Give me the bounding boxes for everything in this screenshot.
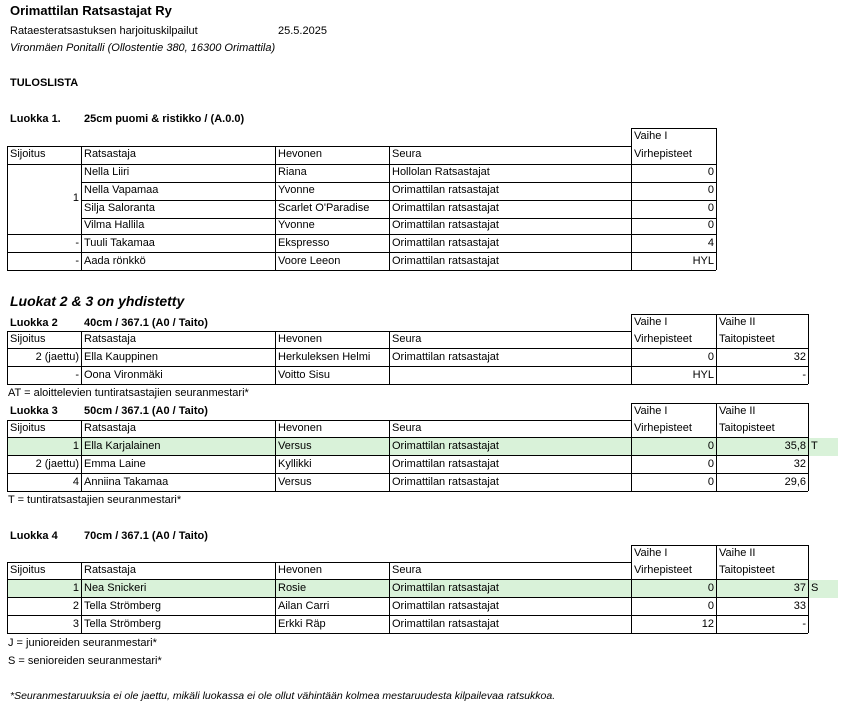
- table-row-club: Orimattilan ratsastajat: [392, 255, 499, 267]
- table-row-faults: 0: [707, 440, 714, 452]
- table-row-place: 4: [72, 476, 79, 488]
- class3-col-place: Sijoitus: [10, 422, 46, 434]
- event-venue: Vironmäen Ponitalli (Ollostentie 380, 16300 Orimattila): [10, 42, 276, 54]
- class3-col-horse: Hevonen: [278, 422, 323, 434]
- table-row-horse: Versus: [278, 476, 312, 488]
- class3-col-club: Seura: [392, 422, 422, 434]
- class2-col-horse: Hevonen: [278, 333, 323, 345]
- class3-col-rider: Ratsastaja: [84, 422, 136, 434]
- table-row-skill: 35,8: [784, 440, 806, 452]
- class2-note: AT = aloittelevien tuntiratsastajien seuranmestari*: [8, 387, 249, 399]
- table-row-faults: 0: [707, 600, 714, 612]
- class1-col-club: Seura: [392, 148, 422, 160]
- table-row-faults: 0: [707, 184, 714, 196]
- table-row-club: Orimattilan ratsastajat: [392, 184, 499, 196]
- table-row-horse: Ailan Carri: [278, 600, 330, 612]
- table-row-skill: -: [802, 618, 806, 630]
- class4-col-place: Sijoitus: [10, 564, 46, 576]
- org-title: Orimattilan Ratsastajat Ry: [10, 3, 172, 18]
- table-row-horse: Rosie: [278, 582, 307, 594]
- class4-label: Luokka 4: [10, 530, 58, 542]
- table-row-rider: Vilma Hallila: [84, 219, 145, 231]
- table-row-place: 3: [72, 618, 79, 630]
- class2-col-rider: Ratsastaja: [84, 333, 136, 345]
- table-row-place: 1: [72, 192, 79, 204]
- table-row-skill: 32: [793, 458, 806, 470]
- table-row-club: Hollolan Ratsastajat: [392, 166, 490, 178]
- table-row-horse: Herkuleksen Helmi: [278, 351, 371, 363]
- table-row-club: Orimattilan ratsastajat: [392, 440, 499, 452]
- table-row-rider: Nea Snickeri: [84, 582, 147, 594]
- table-row-faults: HYL: [692, 369, 714, 381]
- table-row-horse: Voore Leeon: [278, 255, 341, 267]
- table-row-rider: Ella Kauppinen: [84, 351, 159, 363]
- table-row-place: 1: [72, 440, 79, 452]
- table-row-horse: Voitto Sisu: [278, 369, 330, 381]
- table-row-faults: 12: [701, 618, 714, 630]
- class1-desc: 25cm puomi & ristikko / (A.0.0): [84, 113, 245, 125]
- table-row-place: 1: [72, 582, 79, 594]
- table-row-rider: Oona Vironmäki: [84, 369, 163, 381]
- table-row-rider: Tella Strömberg: [84, 618, 162, 630]
- class4-col-skill: Taitopisteet: [719, 564, 775, 576]
- table-row-rider: Nella Liiri: [84, 166, 130, 178]
- table-row-faults: 0: [707, 582, 714, 594]
- class1-phase1-header: Vaihe I: [634, 130, 668, 142]
- table-row-horse: Riana: [278, 166, 307, 178]
- table-row-place: 2 (jaettu): [35, 351, 79, 363]
- table-row-skill: 32: [793, 351, 806, 363]
- table-row-horse: Yvonne: [278, 219, 315, 231]
- class3-col-faults: Virhepisteet: [634, 422, 692, 434]
- table-row-place: -: [75, 369, 79, 381]
- class1-col-horse: Hevonen: [278, 148, 323, 160]
- class3-desc: 50cm / 367.1 (A0 / Taito): [84, 405, 208, 417]
- table-row-horse: Erkki Räp: [278, 618, 326, 630]
- table-row-faults: 0: [707, 166, 714, 178]
- table-row-mark: S: [811, 582, 819, 594]
- table-row-club: Orimattilan ratsastajat: [392, 219, 499, 231]
- class2-phase1-header: Vaihe I: [634, 316, 668, 328]
- class4-phase1-header: Vaihe I: [634, 547, 668, 559]
- table-row-place: 2 (jaettu): [35, 458, 79, 470]
- table-row-skill: 29,6: [784, 476, 806, 488]
- table-row-horse: Ekspresso: [278, 237, 330, 249]
- table-row-club: Orimattilan ratsastajat: [392, 600, 499, 612]
- table-row-rider: Tuuli Takamaa: [84, 237, 155, 249]
- table-row-club: Orimattilan ratsastajat: [392, 582, 499, 594]
- class2-desc: 40cm / 367.1 (A0 / Taito): [84, 317, 208, 329]
- table-row-horse: Kyllikki: [278, 458, 312, 470]
- table-row-horse: Yvonne: [278, 184, 315, 196]
- table-row-rider: Nella Vapamaa: [84, 184, 159, 196]
- table-row-club: Orimattilan ratsastajat: [392, 202, 499, 214]
- table-row-faults: 0: [707, 202, 714, 214]
- class1-col-rider: Ratsastaja: [84, 148, 136, 160]
- class1-col-faults: Virhepisteet: [634, 148, 692, 160]
- table-row-club: Orimattilan ratsastajat: [392, 618, 499, 630]
- table-row-faults: 0: [707, 219, 714, 231]
- class4-col-horse: Hevonen: [278, 564, 323, 576]
- table-row-horse: Scarlet O'Paradise: [278, 202, 370, 214]
- class4-col-club: Seura: [392, 564, 422, 576]
- results-title: TULOSLISTA: [10, 77, 79, 89]
- table-row-faults: 0: [707, 458, 714, 470]
- class3-phase1-header: Vaihe I: [634, 405, 668, 417]
- combined-classes-title: Luokat 2 & 3 on yhdistetty: [10, 293, 185, 309]
- class4-col-faults: Virhepisteet: [634, 564, 692, 576]
- table-row-rider: Aada rönkkö: [84, 255, 146, 267]
- class2-col-place: Sijoitus: [10, 333, 46, 345]
- class1-label: Luokka 1.: [10, 113, 61, 125]
- table-row-place: -: [75, 237, 79, 249]
- class4-note-junior: J = junioreiden seuranmestari*: [8, 637, 157, 649]
- class2-col-faults: Virhepisteet: [634, 333, 692, 345]
- table-row-skill: 37: [793, 582, 806, 594]
- class2-label: Luokka 2: [10, 317, 58, 329]
- table-row-place: 2: [72, 600, 79, 612]
- table-row-faults: HYL: [692, 255, 714, 267]
- class2-phase2-header: Vaihe II: [719, 316, 756, 328]
- class4-note-senior: S = senioreiden seuranmestari*: [8, 655, 162, 667]
- table-row-club: Orimattilan ratsastajat: [392, 458, 499, 470]
- class1-col-place: Sijoitus: [10, 148, 46, 160]
- table-row-rider: Emma Laine: [84, 458, 146, 470]
- event-date: 25.5.2025: [278, 25, 327, 37]
- table-row-rider: Anniina Takamaa: [84, 476, 169, 488]
- class4-desc: 70cm / 367.1 (A0 / Taito): [84, 530, 208, 542]
- table-row-club: Orimattilan ratsastajat: [392, 476, 499, 488]
- class3-label: Luokka 3: [10, 405, 58, 417]
- class3-note: T = tuntiratsastajien seuranmestari*: [8, 494, 182, 506]
- table-row-club: Orimattilan ratsastajat: [392, 237, 499, 249]
- class2-col-club: Seura: [392, 333, 422, 345]
- table-row-faults: 4: [707, 237, 714, 249]
- table-row-faults: 0: [707, 476, 714, 488]
- class2-col-skill: Taitopisteet: [719, 333, 775, 345]
- class3-col-skill: Taitopisteet: [719, 422, 775, 434]
- table-row-faults: 0: [707, 351, 714, 363]
- table-row-rider: Tella Strömberg: [84, 600, 162, 612]
- table-row-rider: Ella Karjalainen: [84, 440, 161, 452]
- table-row-mark: T: [811, 440, 818, 452]
- class3-phase2-header: Vaihe II: [719, 405, 756, 417]
- class4-phase2-header: Vaihe II: [719, 547, 756, 559]
- table-row-place: -: [75, 255, 79, 267]
- table-row-horse: Versus: [278, 440, 312, 452]
- table-row-skill: -: [802, 369, 806, 381]
- table-row-skill: 33: [793, 600, 806, 612]
- event-name: Rataesteratsastuksen harjoituskilpailut: [10, 25, 198, 37]
- class4-col-rider: Ratsastaja: [84, 564, 136, 576]
- table-row-club: Orimattilan ratsastajat: [392, 351, 499, 363]
- table-row-rider: Silja Saloranta: [84, 202, 155, 214]
- footnote: *Seuranmestaruuksia ei ole jaettu, mikäli luokassa ei ole ollut vähintään kolmea mestaruudesta kilpailevaa ratsukkoa.: [10, 690, 556, 702]
